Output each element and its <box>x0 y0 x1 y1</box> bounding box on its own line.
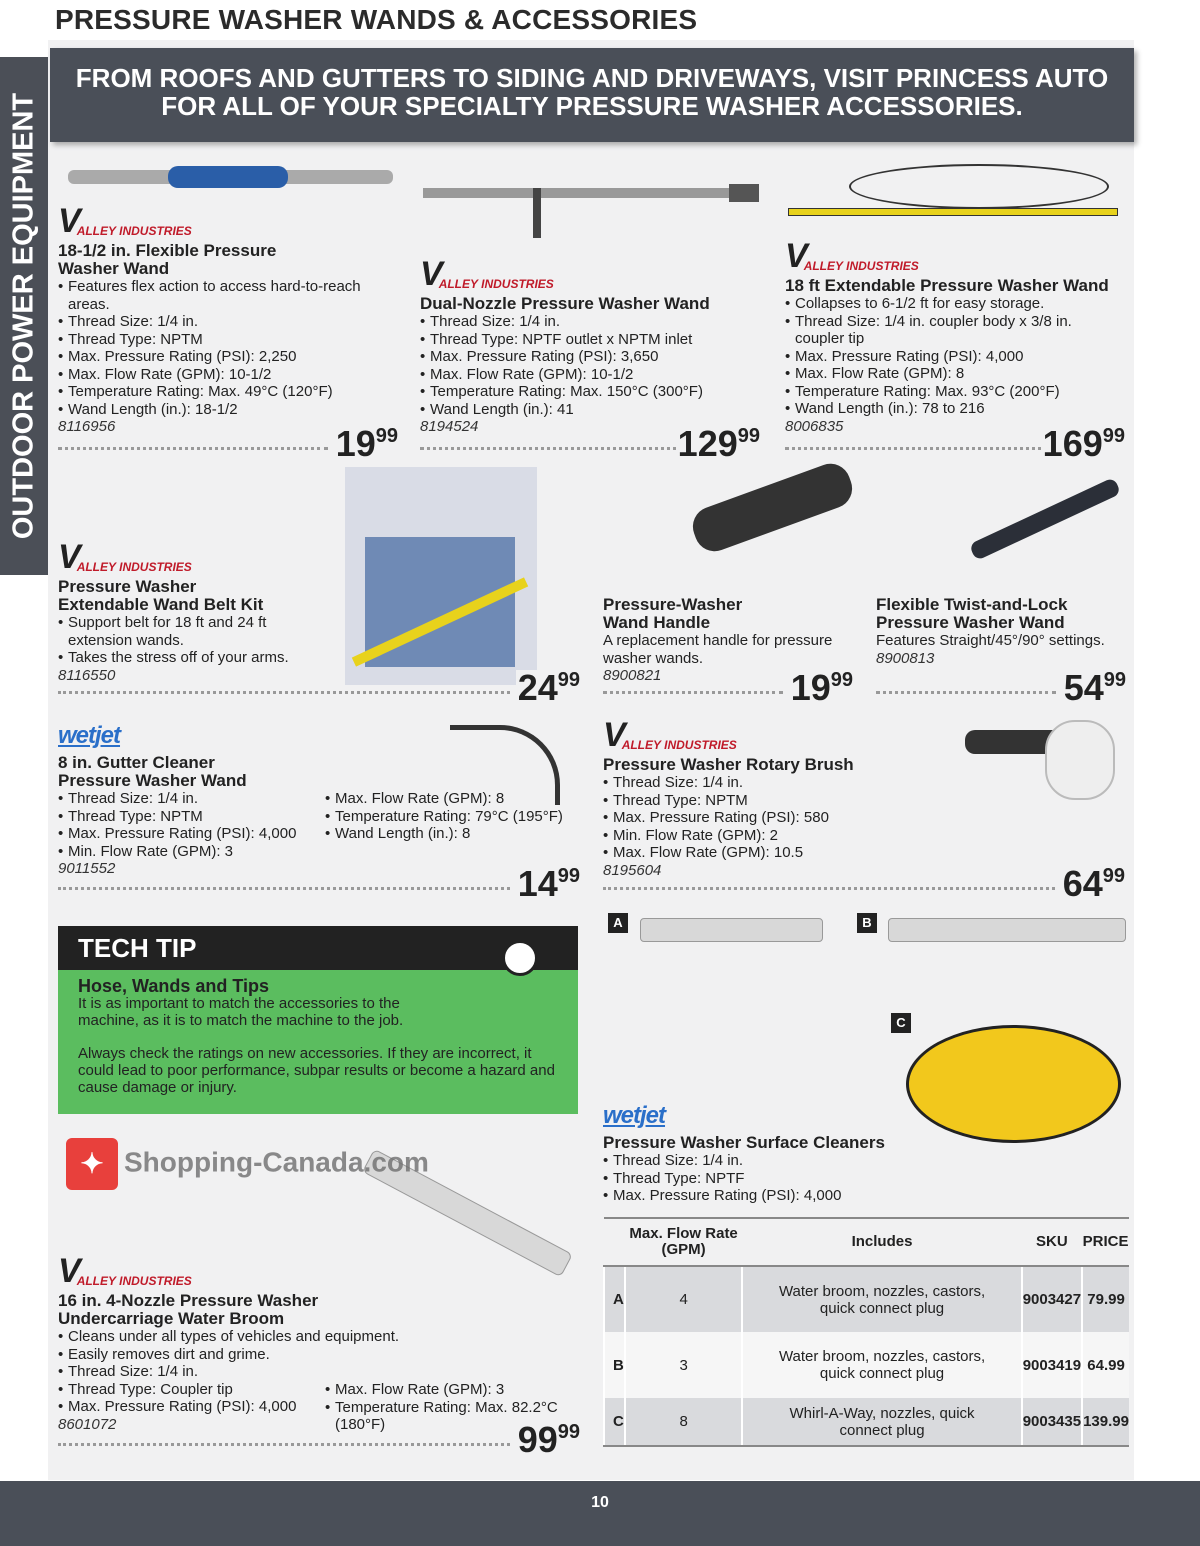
label-b: B <box>857 913 877 933</box>
product-title: 18 ft Extendable Pressure Washer Wand <box>785 276 1109 295</box>
table-header: Includes <box>742 1218 1021 1266</box>
spec-list <box>785 295 1125 418</box>
row-label: A <box>604 1266 625 1332</box>
product-p10 <box>603 1102 1125 1212</box>
price-cents: 99 <box>1102 425 1125 447</box>
product-title: Flexible Twist-and-Lock <box>876 595 1068 614</box>
section-sidebar <box>0 57 48 575</box>
product-description: A replacement handle for pressure washer wands. <box>603 632 833 667</box>
section-label: OUTDOOR POWER EQUIPMENT <box>7 92 40 540</box>
lightbulb-icon <box>502 940 538 976</box>
price-dollars: 24 <box>517 667 558 708</box>
product-body <box>603 1102 1125 1205</box>
price-dollars: 14 <box>517 863 558 904</box>
spec-item: • Max. Pressure Rating (PSI): 580 <box>603 809 1125 827</box>
product-p4 <box>58 536 580 706</box>
product-description: Features Straight/45°/90° settings. <box>876 632 1105 649</box>
product-p3 <box>785 235 1125 462</box>
product-sku: 8900813 <box>876 649 935 667</box>
logo-text: ALLEY INDUSTRIES <box>438 277 554 291</box>
spec-list <box>58 790 323 860</box>
tech-tip-paragraph: It is as important to match the accessories to the machine, as it is to match the machine to the job. <box>78 995 404 1029</box>
spec-list <box>58 278 398 418</box>
flow-rate: 8 <box>625 1398 743 1446</box>
price-cents: 99 <box>557 669 580 691</box>
surface-cleaner-table <box>603 1217 1129 1447</box>
spec-item: • Cleans under all types of vehicles and equipment. <box>58 1328 438 1346</box>
spec-item: • Takes the stress off of your arms. <box>58 649 323 667</box>
banner-line: FROM ROOFS AND GUTTERS TO SIDING AND DRIVEWAYS, VISIT PRINCESS AUTO <box>75 63 1109 93</box>
wetjet-logo: wetjet <box>58 722 121 749</box>
product-body <box>58 200 398 435</box>
spec-item: • Thread Size: 1/4 in. <box>58 313 398 331</box>
spec-item: • Temperature Rating: Max. 49°C (120°F) <box>58 383 398 401</box>
spec-item: • Easily removes dirt and grime. <box>58 1346 438 1364</box>
product-sku: 8116550 <box>58 666 116 684</box>
spec-list <box>58 614 323 667</box>
valley-industries-logo <box>785 235 1125 273</box>
price-cents: 99 <box>557 865 580 887</box>
spec-item: • Max. Pressure Rating (PSI): 4,000 <box>58 1398 438 1416</box>
watermark <box>66 1138 429 1190</box>
product-title: Wand Handle <box>603 613 711 632</box>
table-row <box>604 1332 1129 1398</box>
spec-item: • Max. Flow Rate (GPM): 8 <box>785 365 1125 383</box>
spec-item: • Wand Length (in.): 8 <box>325 825 565 843</box>
product-p6 <box>876 596 1126 706</box>
maple-leaf-bag-icon: ✦ <box>66 1138 118 1190</box>
price-cents: 99 <box>1102 865 1125 887</box>
logo-text: ALLEY INDUSTRIES <box>76 560 192 574</box>
extendable-wand-image <box>788 208 1118 216</box>
product-title: Pressure Washer Wand <box>58 771 247 790</box>
logo-v: V <box>785 237 808 275</box>
table-header <box>604 1218 625 1266</box>
product-price <box>1041 423 1125 464</box>
spec-item: • Wand Length (in.): 41 <box>420 401 760 419</box>
spec-item: • Thread Type: Coupler tip <box>58 1381 438 1399</box>
spec-item: • Max. Pressure Rating (PSI): 4,000 <box>603 1187 1125 1205</box>
logo-v: V <box>603 716 626 754</box>
dotted-leader <box>876 691 1056 694</box>
wetjet-logo: wetjet <box>603 1102 666 1129</box>
includes: Water broom, nozzles, castors, quick connect plug <box>742 1266 1021 1332</box>
valley-industries-logo <box>58 200 398 238</box>
spec-item: • Max. Flow Rate (GPM): 10.5 <box>603 844 1125 862</box>
tech-tip-subtitle: Hose, Wands and Tips <box>78 976 270 996</box>
tech-tip-title: TECH TIP <box>58 926 578 970</box>
product-title: Washer Wand <box>58 259 170 278</box>
spec-item: • Thread Size: 1/4 in. <box>603 774 1125 792</box>
product-title: Pressure Washer Rotary Brush <box>603 755 854 774</box>
product-title: 8 in. Gutter Cleaner <box>58 753 215 772</box>
table-header: Max. Flow Rate (GPM) <box>625 1218 743 1266</box>
product-title: Undercarriage Water Broom <box>58 1309 285 1328</box>
price-dollars: 19 <box>790 667 831 708</box>
label-c: C <box>891 1013 911 1033</box>
spec-item: • Thread Type: NPTM <box>58 331 398 349</box>
spec-item: • Collapses to 6-1/2 ft for easy storage. <box>785 295 1125 313</box>
row-label: B <box>604 1332 625 1398</box>
table-header: PRICE <box>1082 1218 1129 1266</box>
dual-nozzle-wand-image <box>423 188 759 198</box>
price-cents: 99 <box>737 425 760 447</box>
watermark-text: Shopping-Canada.com <box>124 1146 429 1178</box>
price-cents: 99 <box>375 425 398 447</box>
product-price <box>789 667 853 708</box>
banner-line: FOR ALL OF YOUR SPECIALTY PRESSURE WASHER ACCESSORIES. <box>161 91 1023 121</box>
table-header: SKU <box>1022 1218 1082 1266</box>
product-title: Pressure Washer Surface Cleaners <box>603 1133 885 1152</box>
valley-industries-logo <box>58 1250 438 1288</box>
product-p7 <box>58 722 580 902</box>
spec-item: • Max. Flow Rate (GPM): 10-1/2 <box>58 366 398 384</box>
logo-v: V <box>58 202 81 240</box>
product-p5 <box>603 596 853 706</box>
product-title: 16 in. 4-Nozzle Pressure Washer <box>58 1291 319 1310</box>
product-p1 <box>58 200 398 462</box>
price: 79.99 <box>1082 1266 1129 1332</box>
spec-item: • Temperature Rating: 79°C (195°F) <box>325 808 565 826</box>
dotted-leader <box>785 447 1055 450</box>
tech-tip-box <box>58 926 578 1114</box>
product-title: Pressure Washer Wand <box>876 613 1065 632</box>
product-body <box>420 253 760 435</box>
spec-item: • Thread Size: 1/4 in. <box>420 313 760 331</box>
spec-list <box>420 313 760 418</box>
logo-v: V <box>420 255 443 293</box>
page-title: PRESSURE WASHER WANDS & ACCESSORIES <box>55 4 698 35</box>
page-footer <box>0 1481 1200 1546</box>
price-dollars: 99 <box>517 1419 558 1460</box>
spec-item: • Temperature Rating: Max. 82.2°C (180°F) <box>325 1399 565 1434</box>
product-sku: 8116956 <box>58 418 116 435</box>
spec-item: • Temperature Rating: Max. 150°C (300°F) <box>420 383 760 401</box>
spec-item: • Thread Size: 1/4 in. coupler body x 3/8 in. coupler tip <box>785 313 1125 348</box>
spec-item: • Thread Type: NPTF <box>603 1170 1125 1188</box>
product-body <box>58 536 323 684</box>
price-dollars: 54 <box>1063 667 1104 708</box>
price-dollars: 129 <box>677 423 738 464</box>
product-title: Extendable Wand Belt Kit <box>58 595 264 614</box>
spec-item: • Max. Flow Rate (GPM): 8 <box>325 790 565 808</box>
dotted-leader <box>603 887 1055 890</box>
product-p8 <box>603 714 1125 902</box>
product-sku: 8900821 <box>603 667 662 684</box>
spec-item: • Min. Flow Rate (GPM): 2 <box>603 827 1125 845</box>
product-title: Pressure-Washer <box>603 595 743 614</box>
page-number: 10 <box>591 1494 609 1511</box>
price-cents: 99 <box>1103 669 1126 691</box>
product-sku: 8006835 <box>785 417 844 435</box>
spec-list-secondary <box>325 790 565 843</box>
product-sku: 9011552 <box>58 860 116 877</box>
spec-item: • Thread Type: NPTM <box>58 808 323 826</box>
spec-list <box>603 774 1125 862</box>
table-row <box>604 1266 1129 1332</box>
flow-rate: 4 <box>625 1266 743 1332</box>
product-price <box>516 667 580 708</box>
product-title: 18-1/2 in. Flexible Pressure <box>58 241 277 260</box>
product-body <box>876 596 1126 667</box>
product-price <box>516 863 580 904</box>
spec-item: • Wand Length (in.): 18-1/2 <box>58 401 398 419</box>
logo-v: V <box>58 1252 81 1290</box>
price-cents: 99 <box>557 1421 580 1443</box>
water-broom-a-image <box>640 918 823 942</box>
sku: 9003435 <box>1022 1398 1082 1446</box>
logo-text: ALLEY INDUSTRIES <box>803 259 919 273</box>
product-title: Pressure Washer <box>58 577 197 596</box>
spec-item: • Support belt for 18 ft and 24 ft extension wands. <box>58 614 323 649</box>
price-dollars: 169 <box>1042 423 1103 464</box>
product-price <box>516 1419 580 1460</box>
dotted-leader <box>420 447 690 450</box>
tech-tip-paragraph: Always check the ratings on new accessories. If they are incorrect, it could lead to poor performance, subpar results or become a hazard and cause damage or injury. <box>78 1045 555 1096</box>
flow-rate: 3 <box>625 1332 743 1398</box>
price: 139.99 <box>1082 1398 1129 1446</box>
product-p2 <box>420 253 760 462</box>
dotted-leader <box>58 887 510 890</box>
dotted-leader <box>58 691 510 694</box>
product-sku: 8195604 <box>603 861 662 879</box>
spec-item: • Max. Pressure Rating (PSI): 3,650 <box>420 348 760 366</box>
includes: Whirl-A-Way, nozzles, quick connect plug <box>742 1398 1021 1446</box>
price-dollars: 64 <box>1062 863 1103 904</box>
price: 64.99 <box>1082 1332 1129 1398</box>
spec-item: • Features flex action to access hard-to-reach areas. <box>58 278 398 313</box>
spec-item: • Thread Type: NPTF outlet x NPTM inlet <box>420 331 760 349</box>
spec-item: • Thread Size: 1/4 in. <box>603 1152 1125 1170</box>
dotted-leader <box>603 691 783 694</box>
valley-industries-logo <box>603 714 1125 752</box>
spec-item: • Thread Size: 1/4 in. <box>58 1363 438 1381</box>
dotted-leader <box>58 447 328 450</box>
table-row <box>604 1398 1129 1446</box>
product-price <box>334 423 398 464</box>
price-cents: 99 <box>830 669 853 691</box>
logo-v: V <box>58 538 81 576</box>
valley-industries-logo <box>420 253 760 291</box>
price-dollars: 19 <box>335 423 376 464</box>
spec-item: • Thread Type: NPTM <box>603 792 1125 810</box>
spec-item: • Temperature Rating: Max. 93°C (200°F) <box>785 383 1125 401</box>
logo-text: ALLEY INDUSTRIES <box>76 224 192 238</box>
logo-text: ALLEY INDUSTRIES <box>76 1274 192 1288</box>
spec-item: • Thread Size: 1/4 in. <box>58 790 323 808</box>
spec-item: • Max. Pressure Rating (PSI): 4,000 <box>785 348 1125 366</box>
spec-item: • Max. Pressure Rating (PSI): 4,000 <box>58 825 323 843</box>
product-price <box>676 423 760 464</box>
spec-list <box>603 1152 1125 1205</box>
spec-item: • Wand Length (in.): 78 to 216 <box>785 400 1125 418</box>
flexible-wand-image <box>68 170 393 184</box>
logo-text: ALLEY INDUSTRIES <box>621 738 737 752</box>
product-body <box>785 235 1125 435</box>
label-a: A <box>608 913 628 933</box>
product-title: Dual-Nozzle Pressure Washer Wand <box>420 294 710 313</box>
sku: 9003419 <box>1022 1332 1082 1398</box>
promo-banner <box>50 48 1134 142</box>
product-sku: 8194524 <box>420 418 479 435</box>
spec-item: • Max. Flow Rate (GPM): 3 <box>325 1381 565 1399</box>
includes: Water broom, nozzles, castors, quick connect plug <box>742 1332 1021 1398</box>
dotted-leader <box>58 1443 510 1446</box>
valley-industries-logo <box>58 536 323 574</box>
product-sku: 8601072 <box>58 1415 117 1433</box>
product-price <box>1062 667 1126 708</box>
product-body <box>58 722 323 877</box>
spec-item: • Max. Flow Rate (GPM): 10-1/2 <box>420 366 760 384</box>
product-body <box>603 714 1125 879</box>
row-label: C <box>604 1398 625 1446</box>
water-broom-b-image <box>888 918 1126 942</box>
table-header-row <box>604 1218 1129 1266</box>
product-price <box>1061 863 1125 904</box>
spec-item: • Min. Flow Rate (GPM): 3 <box>58 843 323 861</box>
product-p9 <box>58 1250 580 1458</box>
sku: 9003427 <box>1022 1266 1082 1332</box>
spec-item: • Max. Pressure Rating (PSI): 2,250 <box>58 348 398 366</box>
